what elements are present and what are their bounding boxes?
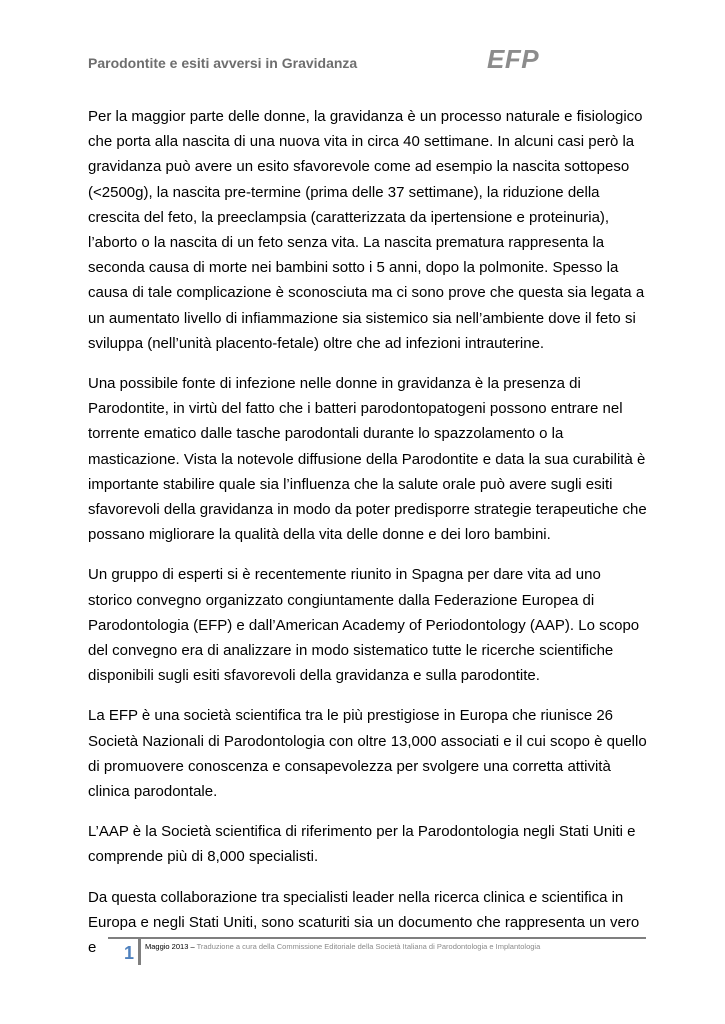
- footer-credit: Traduzione a cura della Commissione Editoriale della Società Italiana di Parodontologia e Implantologia: [196, 942, 541, 951]
- footer-vertical-divider: [138, 939, 141, 965]
- footer-date: Maggio 2013: [145, 942, 189, 951]
- paragraph-4: La EFP è una società scientifica tra le più prestigiose in Europa che riunisce 26 Società Nazionali di Parodontologia con oltre 13,000 associati e il cui scopo è quello di promuovere conoscenza e consapevolezza per svolgere una corretta attività clinica parodontale.: [88, 707, 647, 801]
- paragraph-1: Per la maggior parte delle donne, la gravidanza è un processo naturale e fisiologico che porta alla nascita di una nuova vita in circa 40 settimane. In alcuni casi però la gravidanza può avere un esito sfavorevole come ad esempio la nascita sottopeso (<2500g), la nascita pre-termine (prima delle 37 settimane), la riduzione della crescita del feto, la preeclampsia (caratterizzata da ipertensione e proteinuria), l’aborto o la nascita di un feto senza vita. La nascita prematura rappresenta la seconda causa di morte nei bambini sotto i 5 anni, dopo la polmonite. Spesso la causa di tale complicazione è sconosciuta ma ci sono prove che questa sia legata a un aumentato livello di infiammazione sia sistemico sia nell’ambiente dove il feto si sviluppa (nell’unità placento-fetale) oltre che ad infezioni intrauterine.: [88, 108, 645, 352]
- paragraph-6: Da questa collaborazione tra specialisti leader nella ricerca clinica e scientifica in Europa e negli Stati Uniti, sono scaturiti sia un documento che rappresenta un vero e: [88, 888, 640, 957]
- footer-separator: –: [188, 942, 197, 951]
- page-footer: [108, 937, 646, 967]
- page-header: [88, 44, 648, 74]
- efp-logo: EFP: [487, 44, 540, 74]
- footer-note: [145, 942, 540, 951]
- header-title: Parodontite e esiti avversi in Gravidanza: [88, 55, 358, 71]
- footer-divider: [108, 937, 646, 939]
- page-number: 1: [123, 943, 134, 963]
- paragraph-5: L’AAP è la Società scientifica di riferimento per la Parodontologia negli Stati Uniti e comprende più di 8,000 specialisti.: [88, 823, 636, 866]
- paragraph-3: Un gruppo di esperti si è recentemente riunito in Spagna per dare vita ad uno storico convegno organizzato congiuntamente dalla Federazione Europea di Parodontologia (EFP) e dall’American Academy of Periodontology (AAP). Lo scopo del convegno era di analizzare in modo sistematico tutte le ricerche scientifiche disponibili sugli esiti sfavorevoli della gravidanza e sulla parodontite.: [88, 566, 640, 685]
- paragraph-2: Una possibile fonte di infezione nelle donne in gravidanza è la presenza di Parodontite, in virtù del fatto che i batteri parodontopatogeni possono entrare nel torrente ematico dalle tasche parodontali durante lo spazzolamento o la masticazione. Vista la notevole diffusione della Parodontite e data la sua curabilità è importante stabilire quale sia l’influenza che la salute orale può avere sugli esiti sfavorevoli della gravidanza in modo da poter predisporre strategie terapeutiche che possano migliorare la qualità della vita delle donne e dei loro bambini.: [88, 375, 647, 544]
- document-body: [88, 104, 648, 975]
